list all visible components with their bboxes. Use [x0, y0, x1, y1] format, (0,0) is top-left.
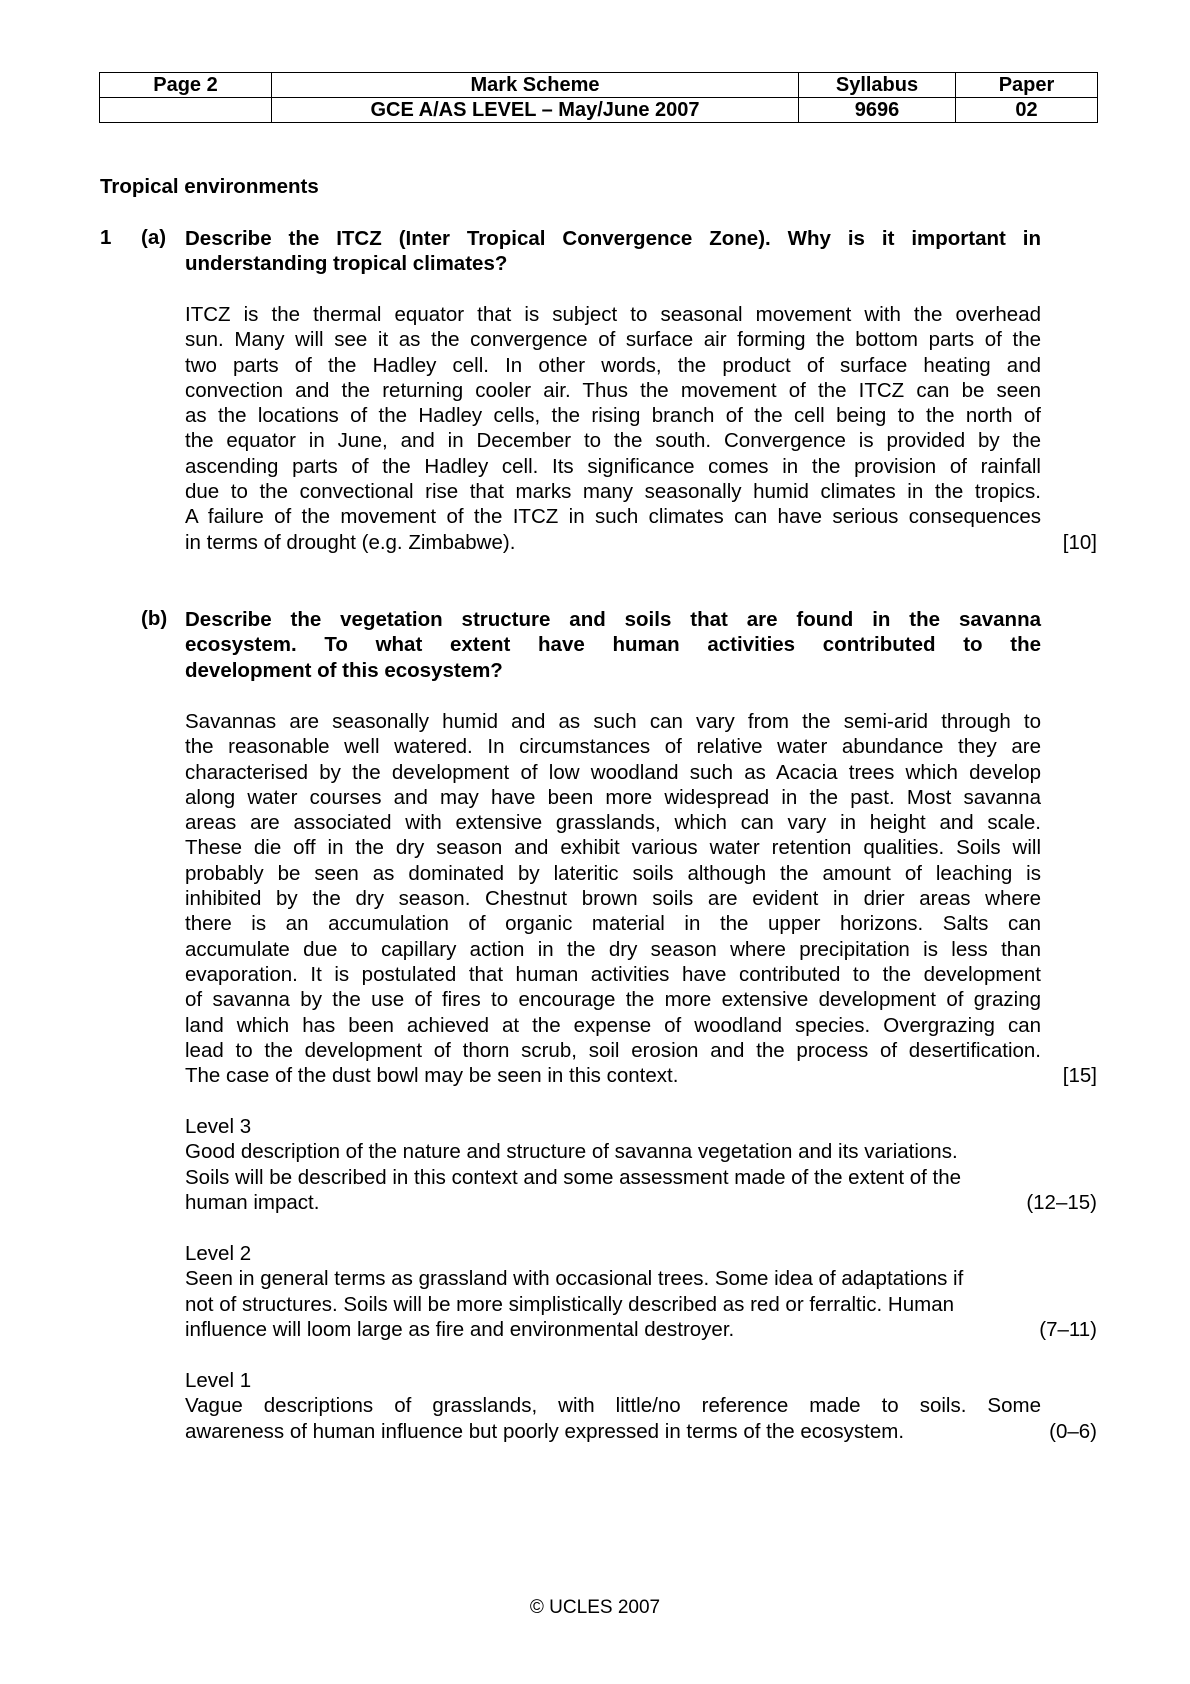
level-line: influence will loom large as fire and environmental destroyer. — [185, 1317, 735, 1341]
header-page: Page 2 — [100, 73, 272, 98]
header-syllabus-code: 9696 — [799, 98, 956, 123]
answer-line: due to the convectional rise that marks many seasonally humid climates in the tropics. — [185, 480, 1041, 504]
header-page-blank — [100, 98, 272, 123]
question-line: development of this ecosystem? — [185, 658, 503, 682]
header-exam: GCE A/AS LEVEL – May/June 2007 — [272, 98, 799, 123]
answer-line: land which has been achieved at the expense of woodland species. Overgrazing can — [185, 1013, 1041, 1037]
answer-line: areas are associated with extensive grasslands, which can vary in height and scale. — [185, 811, 1041, 835]
answer-line: probably be seen as dominated by lateritic soils although the amount of leaching is — [185, 861, 1041, 885]
question-number: 1 — [100, 226, 112, 249]
answer-line: the reasonable well watered. In circumstances of relative water abundance they are — [185, 735, 1041, 759]
level-line: not of structures. Soils will be more simplistically described as red or ferraltic. Human — [185, 1292, 955, 1316]
answer-line: in terms of drought (e.g. Zimbabwe). — [185, 530, 516, 554]
header-paper-label: Paper — [956, 73, 1098, 98]
header-title: Mark Scheme — [272, 73, 799, 98]
section-title: Tropical environments — [100, 175, 319, 198]
header-syllabus-label: Syllabus — [799, 73, 956, 98]
answer-line: sun. Many will see it as the convergence of surface air forming the bottom parts of the — [185, 328, 1041, 352]
level-title: Level 2 — [185, 1242, 252, 1265]
answer-line: ITCZ is the thermal equator that is subject to seasonal movement with the overhead — [185, 303, 1041, 326]
level-line: Vague descriptions of grasslands, with little/no reference made to soils. Some — [185, 1394, 1041, 1418]
level-2 — [185, 1241, 1041, 1342]
level-1-range: (0–6) — [1049, 1420, 1097, 1443]
part-a-question — [185, 226, 1041, 277]
header-row-values — [100, 98, 1098, 123]
level-3-range: (12–15) — [1026, 1191, 1097, 1214]
header-paper-number: 02 — [956, 98, 1098, 123]
level-1 — [185, 1368, 1041, 1444]
answer-line: two parts of the Hadley cell. In other words, the product of surface heating and — [185, 353, 1041, 377]
part-a-label: (a) — [141, 226, 167, 249]
answer-line: The case of the dust bowl may be seen in this context. — [185, 1064, 679, 1088]
answer-line: inhibited by the dry season. Chestnut brown soils are evident in drier areas where — [185, 887, 1041, 911]
answer-line: ascending parts of the Hadley cell. Its significance comes in the provision of rainfall — [185, 454, 1041, 478]
level-3 — [185, 1114, 1041, 1215]
question-line: ecosystem. To what extent have human activities contributed to the — [185, 633, 1041, 657]
answer-line: lead to the development of thorn scrub, soil erosion and the process of desertification. — [185, 1038, 1041, 1062]
question-line: Describe the vegetation structure and soils that are found in the savanna — [185, 608, 1041, 631]
header-table — [99, 72, 1098, 123]
level-title: Level 1 — [185, 1369, 252, 1392]
level-title: Level 3 — [185, 1115, 252, 1138]
answer-line: of savanna by the use of fires to encourage the more extensive development of grazing — [185, 988, 1041, 1012]
question-line: Describe the ITCZ (Inter Tropical Convergence Zone). Why is it important in — [185, 227, 1041, 250]
part-b-mark: [15] — [1062, 1064, 1097, 1087]
level-line: human impact. — [185, 1190, 320, 1214]
copyright-footer: © UCLES 2007 — [529, 1597, 661, 1618]
header-row-labels — [100, 73, 1098, 98]
answer-line: A failure of the movement of the ITCZ in such climates can have serious consequences — [185, 505, 1041, 529]
answer-line: characterised by the development of low woodland such as Acacia trees which develop — [185, 760, 1041, 784]
level-line: awareness of human influence but poorly expressed in terms of the ecosystem. — [185, 1419, 905, 1443]
answer-line: along water courses and may have been more widespread in the past. Most savanna — [185, 785, 1041, 809]
level-line: Good description of the nature and structure of savanna vegetation and its variations. — [185, 1140, 958, 1164]
part-a-answer — [185, 302, 1041, 555]
level-2-range: (7–11) — [1039, 1318, 1097, 1341]
answer-line: evaporation. It is postulated that human activities have contributed to the development — [185, 962, 1041, 986]
part-b-label: (b) — [141, 607, 168, 630]
answer-line: These die off in the dry season and exhibit various water retention qualities. Soils will — [185, 836, 1041, 860]
answer-line: as the locations of the Hadley cells, the rising branch of the cell being to the north of — [185, 404, 1041, 428]
part-a-mark: [10] — [1062, 531, 1097, 554]
part-b-question — [185, 607, 1041, 683]
answer-line: convection and the returning cooler air. Thus the movement of the ITCZ can be seen — [185, 378, 1041, 402]
question-line: understanding tropical climates? — [185, 252, 508, 276]
part-b-answer — [185, 709, 1041, 1088]
level-line: Soils will be described in this context and some assessment made of the extent of the — [185, 1165, 961, 1189]
answer-line: Savannas are seasonally humid and as such can vary from the semi-arid through to — [185, 710, 1041, 733]
answer-line: accumulate due to capillary action in the dry season where precipitation is less than — [185, 937, 1041, 961]
level-line: Seen in general terms as grassland with occasional trees. Some idea of adaptations if — [185, 1267, 964, 1291]
answer-line: there is an accumulation of organic material in the upper horizons. Salts can — [185, 912, 1041, 936]
answer-line: the equator in June, and in December to the south. Convergence is provided by the — [185, 429, 1041, 453]
